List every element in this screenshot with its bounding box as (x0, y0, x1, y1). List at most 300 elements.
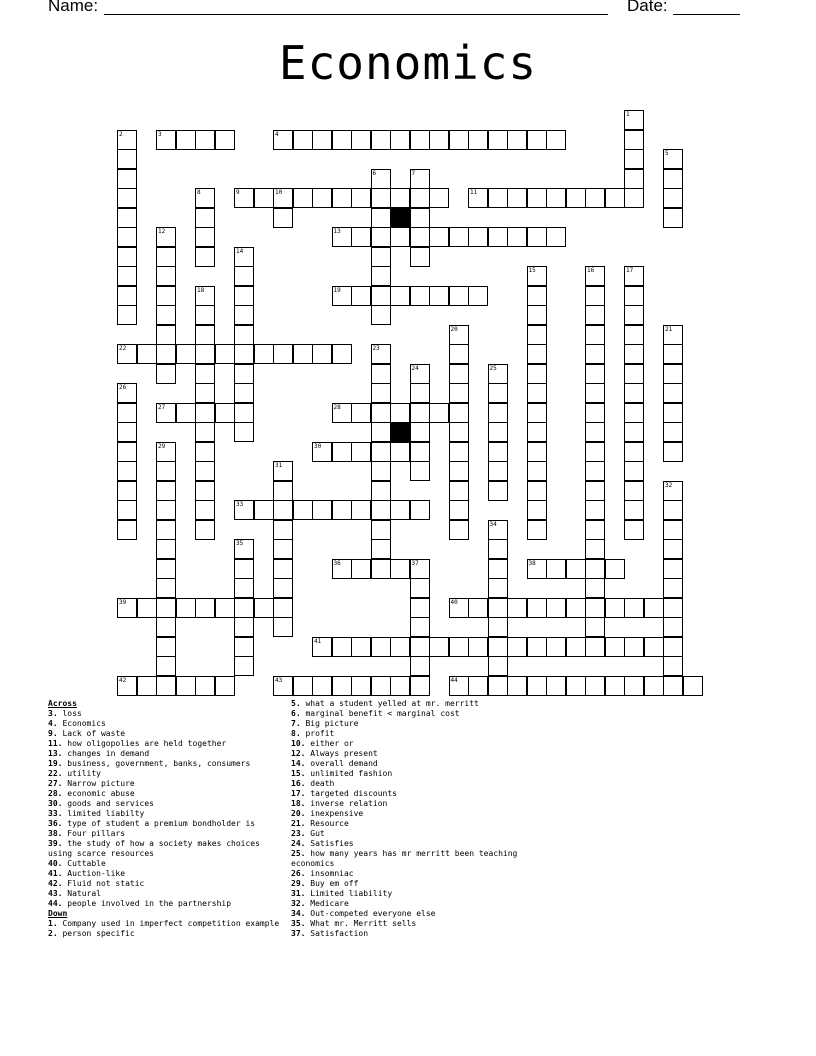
grid-cell[interactable] (371, 422, 391, 442)
grid-cell[interactable] (234, 305, 254, 325)
grid-cell[interactable] (390, 286, 410, 306)
grid-cell[interactable] (156, 500, 176, 520)
grid-cell[interactable] (195, 442, 215, 462)
grid-cell[interactable] (254, 188, 274, 208)
grid-cell[interactable] (156, 637, 176, 657)
grid-cell[interactable] (117, 286, 137, 306)
grid-cell[interactable] (234, 364, 254, 384)
grid-cell[interactable] (117, 266, 137, 286)
grid-cell[interactable] (156, 266, 176, 286)
grid-cell[interactable] (624, 188, 644, 208)
grid-cell[interactable] (371, 637, 391, 657)
grid-cell[interactable] (410, 637, 430, 657)
grid-cell[interactable] (234, 656, 254, 676)
grid-cell[interactable] (585, 364, 605, 384)
grid-cell[interactable] (234, 578, 254, 598)
grid-cell[interactable] (488, 383, 508, 403)
grid-cell[interactable] (117, 227, 137, 247)
grid-cell[interactable] (390, 130, 410, 150)
grid-cell[interactable] (273, 598, 293, 618)
grid-cell[interactable] (273, 520, 293, 540)
grid-cell[interactable] (390, 500, 410, 520)
grid-cell[interactable] (176, 598, 196, 618)
grid-cell[interactable] (195, 500, 215, 520)
grid-cell[interactable] (234, 617, 254, 637)
grid-cell[interactable] (371, 461, 391, 481)
grid-cell[interactable] (371, 266, 391, 286)
grid-cell[interactable] (507, 598, 527, 618)
grid-cell[interactable] (585, 598, 605, 618)
grid-cell[interactable] (293, 188, 313, 208)
grid-cell[interactable] (585, 676, 605, 696)
grid-cell[interactable] (234, 286, 254, 306)
grid-cell[interactable] (195, 520, 215, 540)
grid-cell[interactable] (429, 637, 449, 657)
grid-cell[interactable] (156, 247, 176, 267)
grid-cell[interactable] (195, 247, 215, 267)
grid-cell[interactable] (351, 227, 371, 247)
grid-cell[interactable] (195, 422, 215, 442)
grid-cell[interactable] (195, 208, 215, 228)
grid-cell[interactable] (527, 403, 547, 423)
grid-cell[interactable] (312, 188, 332, 208)
grid-cell[interactable] (585, 188, 605, 208)
grid-cell[interactable] (488, 676, 508, 696)
grid-cell[interactable] (507, 227, 527, 247)
grid-cell[interactable] (332, 500, 352, 520)
grid-cell[interactable] (624, 149, 644, 169)
grid-cell[interactable] (488, 188, 508, 208)
grid-cell[interactable] (410, 208, 430, 228)
grid-cell[interactable] (234, 422, 254, 442)
grid-cell[interactable] (585, 422, 605, 442)
grid-cell[interactable] (624, 422, 644, 442)
grid-cell[interactable] (585, 520, 605, 540)
grid-cell[interactable] (468, 637, 488, 657)
grid-cell[interactable] (488, 130, 508, 150)
grid-cell[interactable] (156, 520, 176, 540)
grid-cell[interactable] (663, 442, 683, 462)
grid-cell[interactable] (624, 461, 644, 481)
grid-cell[interactable] (312, 500, 332, 520)
grid-cell[interactable] (351, 403, 371, 423)
grid-cell[interactable] (371, 383, 391, 403)
grid-cell[interactable] (156, 364, 176, 384)
grid-cell[interactable] (195, 676, 215, 696)
grid-cell[interactable] (195, 227, 215, 247)
grid-cell[interactable] (156, 539, 176, 559)
grid-cell[interactable] (527, 442, 547, 462)
grid-cell[interactable] (371, 676, 391, 696)
grid-cell[interactable] (605, 676, 625, 696)
grid-cell[interactable] (273, 578, 293, 598)
grid-cell[interactable] (449, 383, 469, 403)
grid-cell[interactable] (390, 403, 410, 423)
grid-cell[interactable] (644, 676, 664, 696)
grid-cell[interactable] (566, 637, 586, 657)
grid-cell[interactable] (410, 676, 430, 696)
grid-cell[interactable] (371, 481, 391, 501)
grid-cell[interactable] (117, 169, 137, 189)
grid-cell[interactable] (410, 656, 430, 676)
grid-cell[interactable] (156, 481, 176, 501)
grid-cell[interactable] (254, 500, 274, 520)
grid-cell[interactable] (488, 578, 508, 598)
grid-cell[interactable] (117, 247, 137, 267)
grid-cell[interactable] (351, 637, 371, 657)
grid-cell[interactable] (293, 344, 313, 364)
grid-cell[interactable] (332, 344, 352, 364)
grid-cell[interactable] (117, 403, 137, 423)
grid-cell[interactable] (449, 637, 469, 657)
grid-cell[interactable] (527, 500, 547, 520)
grid-cell[interactable] (156, 598, 176, 618)
grid-cell[interactable] (527, 481, 547, 501)
grid-cell[interactable] (371, 539, 391, 559)
grid-cell[interactable] (371, 130, 391, 150)
grid-cell[interactable] (507, 130, 527, 150)
grid-cell[interactable] (585, 305, 605, 325)
grid-cell[interactable] (488, 481, 508, 501)
grid-cell[interactable] (273, 539, 293, 559)
grid-cell[interactable] (624, 169, 644, 189)
grid-cell[interactable] (195, 598, 215, 618)
grid-cell[interactable] (663, 208, 683, 228)
grid-cell[interactable] (468, 227, 488, 247)
grid-cell[interactable] (429, 403, 449, 423)
grid-cell[interactable] (273, 208, 293, 228)
grid-cell[interactable] (273, 344, 293, 364)
grid-cell[interactable] (371, 364, 391, 384)
grid-cell[interactable] (195, 481, 215, 501)
grid-cell[interactable] (215, 130, 235, 150)
grid-cell[interactable] (527, 344, 547, 364)
grid-cell[interactable] (371, 247, 391, 267)
grid-cell[interactable] (449, 227, 469, 247)
grid-cell[interactable] (234, 559, 254, 579)
grid-cell[interactable] (585, 539, 605, 559)
grid-cell[interactable] (137, 344, 157, 364)
grid-cell[interactable] (351, 500, 371, 520)
grid-cell[interactable] (624, 305, 644, 325)
grid-cell[interactable] (527, 422, 547, 442)
grid-cell[interactable] (663, 188, 683, 208)
grid-cell[interactable] (410, 461, 430, 481)
grid-cell[interactable] (546, 676, 566, 696)
grid-cell[interactable] (663, 559, 683, 579)
grid-cell[interactable] (371, 286, 391, 306)
grid-cell[interactable] (663, 578, 683, 598)
grid-cell[interactable] (371, 227, 391, 247)
grid-cell[interactable] (488, 656, 508, 676)
grid-cell[interactable] (195, 344, 215, 364)
grid-cell[interactable] (449, 403, 469, 423)
grid-cell[interactable] (371, 520, 391, 540)
grid-cell[interactable] (195, 130, 215, 150)
grid-cell[interactable] (410, 500, 430, 520)
grid-cell[interactable] (176, 403, 196, 423)
grid-cell[interactable] (566, 559, 586, 579)
grid-cell[interactable] (488, 617, 508, 637)
grid-cell[interactable] (117, 422, 137, 442)
grid-cell[interactable] (390, 188, 410, 208)
grid-cell[interactable] (371, 442, 391, 462)
grid-cell[interactable] (410, 130, 430, 150)
grid-cell[interactable] (293, 676, 313, 696)
grid-cell[interactable] (527, 383, 547, 403)
grid-cell[interactable] (546, 130, 566, 150)
grid-cell[interactable] (351, 188, 371, 208)
grid-cell[interactable] (449, 422, 469, 442)
grid-cell[interactable] (429, 286, 449, 306)
grid-cell[interactable] (566, 598, 586, 618)
grid-cell[interactable] (156, 676, 176, 696)
grid-cell[interactable] (137, 676, 157, 696)
grid-cell[interactable] (585, 578, 605, 598)
grid-cell[interactable] (195, 325, 215, 345)
grid-cell[interactable] (449, 286, 469, 306)
grid-cell[interactable] (488, 461, 508, 481)
grid-cell[interactable] (195, 461, 215, 481)
grid-cell[interactable] (410, 286, 430, 306)
grid-cell[interactable] (156, 559, 176, 579)
grid-cell[interactable] (488, 227, 508, 247)
grid-cell[interactable] (351, 442, 371, 462)
grid-cell[interactable] (234, 598, 254, 618)
grid-cell[interactable] (468, 130, 488, 150)
grid-cell[interactable] (117, 481, 137, 501)
grid-cell[interactable] (156, 325, 176, 345)
grid-cell[interactable] (585, 461, 605, 481)
grid-cell[interactable] (468, 598, 488, 618)
grid-cell[interactable] (624, 442, 644, 462)
grid-cell[interactable] (156, 286, 176, 306)
grid-cell[interactable] (371, 188, 391, 208)
grid-cell[interactable] (449, 364, 469, 384)
grid-cell[interactable] (332, 637, 352, 657)
grid-cell[interactable] (644, 598, 664, 618)
grid-cell[interactable] (663, 344, 683, 364)
grid-cell[interactable] (234, 383, 254, 403)
grid-cell[interactable] (585, 559, 605, 579)
grid-cell[interactable] (624, 481, 644, 501)
grid-cell[interactable] (488, 539, 508, 559)
grid-cell[interactable] (176, 130, 196, 150)
grid-cell[interactable] (215, 676, 235, 696)
grid-cell[interactable] (332, 676, 352, 696)
grid-cell[interactable] (351, 286, 371, 306)
grid-cell[interactable] (624, 403, 644, 423)
grid-cell[interactable] (137, 598, 157, 618)
grid-cell[interactable] (624, 344, 644, 364)
grid-cell[interactable] (527, 325, 547, 345)
grid-cell[interactable] (527, 364, 547, 384)
grid-cell[interactable] (624, 676, 644, 696)
grid-cell[interactable] (371, 403, 391, 423)
grid-cell[interactable] (449, 461, 469, 481)
grid-cell[interactable] (663, 500, 683, 520)
grid-cell[interactable] (234, 266, 254, 286)
grid-cell[interactable] (117, 208, 137, 228)
grid-cell[interactable] (332, 130, 352, 150)
grid-cell[interactable] (488, 422, 508, 442)
grid-cell[interactable] (195, 383, 215, 403)
grid-cell[interactable] (351, 676, 371, 696)
grid-cell[interactable] (527, 598, 547, 618)
grid-cell[interactable] (546, 559, 566, 579)
grid-cell[interactable] (488, 598, 508, 618)
grid-cell[interactable] (663, 539, 683, 559)
grid-cell[interactable] (410, 227, 430, 247)
grid-cell[interactable] (663, 364, 683, 384)
grid-cell[interactable] (546, 637, 566, 657)
grid-cell[interactable] (234, 344, 254, 364)
grid-cell[interactable] (663, 403, 683, 423)
grid-cell[interactable] (215, 403, 235, 423)
grid-cell[interactable] (585, 442, 605, 462)
grid-cell[interactable] (410, 578, 430, 598)
grid-cell[interactable] (371, 500, 391, 520)
grid-cell[interactable] (273, 617, 293, 637)
grid-cell[interactable] (546, 598, 566, 618)
grid-cell[interactable] (410, 403, 430, 423)
grid-cell[interactable] (605, 598, 625, 618)
grid-cell[interactable] (195, 364, 215, 384)
grid-cell[interactable] (117, 305, 137, 325)
grid-cell[interactable] (312, 130, 332, 150)
grid-cell[interactable] (624, 500, 644, 520)
grid-cell[interactable] (566, 676, 586, 696)
grid-cell[interactable] (585, 617, 605, 637)
grid-cell[interactable] (449, 442, 469, 462)
grid-cell[interactable] (390, 227, 410, 247)
grid-cell[interactable] (449, 130, 469, 150)
grid-cell[interactable] (312, 344, 332, 364)
grid-cell[interactable] (156, 617, 176, 637)
grid-cell[interactable] (195, 305, 215, 325)
grid-cell[interactable] (566, 188, 586, 208)
grid-cell[interactable] (312, 676, 332, 696)
grid-cell[interactable] (585, 325, 605, 345)
grid-cell[interactable] (371, 559, 391, 579)
grid-cell[interactable] (663, 383, 683, 403)
grid-cell[interactable] (449, 481, 469, 501)
grid-cell[interactable] (156, 461, 176, 481)
grid-cell[interactable] (663, 637, 683, 657)
grid-cell[interactable] (527, 520, 547, 540)
grid-cell[interactable] (488, 442, 508, 462)
grid-cell[interactable] (371, 208, 391, 228)
grid-cell[interactable] (234, 637, 254, 657)
grid-cell[interactable] (468, 676, 488, 696)
grid-cell[interactable] (527, 227, 547, 247)
grid-cell[interactable] (117, 500, 137, 520)
grid-cell[interactable] (156, 578, 176, 598)
grid-cell[interactable] (546, 227, 566, 247)
grid-cell[interactable] (624, 364, 644, 384)
grid-cell[interactable] (449, 520, 469, 540)
grid-cell[interactable] (117, 461, 137, 481)
grid-cell[interactable] (663, 520, 683, 540)
grid-cell[interactable] (254, 344, 274, 364)
grid-cell[interactable] (527, 637, 547, 657)
grid-cell[interactable] (215, 344, 235, 364)
grid-cell[interactable] (527, 130, 547, 150)
grid-cell[interactable] (663, 598, 683, 618)
grid-cell[interactable] (117, 442, 137, 462)
grid-cell[interactable] (624, 286, 644, 306)
grid-cell[interactable] (234, 325, 254, 345)
grid-cell[interactable] (234, 403, 254, 423)
grid-cell[interactable] (176, 676, 196, 696)
grid-cell[interactable] (254, 598, 274, 618)
grid-cell[interactable] (410, 188, 430, 208)
grid-cell[interactable] (429, 130, 449, 150)
grid-cell[interactable] (507, 637, 527, 657)
grid-cell[interactable] (663, 656, 683, 676)
grid-cell[interactable] (585, 500, 605, 520)
grid-cell[interactable] (527, 188, 547, 208)
grid-cell[interactable] (488, 559, 508, 579)
grid-cell[interactable] (585, 286, 605, 306)
grid-cell[interactable] (527, 305, 547, 325)
grid-cell[interactable] (273, 500, 293, 520)
grid-cell[interactable] (663, 169, 683, 189)
grid-cell[interactable] (624, 383, 644, 403)
grid-cell[interactable] (429, 188, 449, 208)
grid-cell[interactable] (117, 149, 137, 169)
grid-cell[interactable] (390, 637, 410, 657)
grid-cell[interactable] (410, 422, 430, 442)
grid-cell[interactable] (507, 676, 527, 696)
grid-cell[interactable] (624, 520, 644, 540)
grid-cell[interactable] (390, 559, 410, 579)
grid-cell[interactable] (449, 344, 469, 364)
grid-cell[interactable] (429, 227, 449, 247)
grid-cell[interactable] (546, 188, 566, 208)
grid-cell[interactable] (683, 676, 703, 696)
grid-cell[interactable] (156, 656, 176, 676)
grid-cell[interactable] (527, 461, 547, 481)
grid-cell[interactable] (663, 676, 683, 696)
grid-cell[interactable] (624, 325, 644, 345)
grid-cell[interactable] (624, 637, 644, 657)
grid-cell[interactable] (293, 500, 313, 520)
grid-cell[interactable] (507, 188, 527, 208)
grid-cell[interactable] (410, 617, 430, 637)
grid-cell[interactable] (390, 442, 410, 462)
grid-cell[interactable] (585, 383, 605, 403)
grid-cell[interactable] (176, 344, 196, 364)
grid-cell[interactable] (585, 637, 605, 657)
grid-cell[interactable] (585, 344, 605, 364)
grid-cell[interactable] (663, 422, 683, 442)
grid-cell[interactable] (332, 188, 352, 208)
grid-cell[interactable] (195, 403, 215, 423)
grid-cell[interactable] (293, 130, 313, 150)
grid-cell[interactable] (351, 559, 371, 579)
grid-cell[interactable] (215, 598, 235, 618)
grid-cell[interactable] (410, 598, 430, 618)
grid-cell[interactable] (527, 676, 547, 696)
grid-cell[interactable] (624, 130, 644, 150)
grid-cell[interactable] (605, 188, 625, 208)
grid-cell[interactable] (371, 305, 391, 325)
grid-cell[interactable] (117, 188, 137, 208)
grid-cell[interactable] (605, 637, 625, 657)
grid-cell[interactable] (624, 598, 644, 618)
grid-cell[interactable] (410, 383, 430, 403)
